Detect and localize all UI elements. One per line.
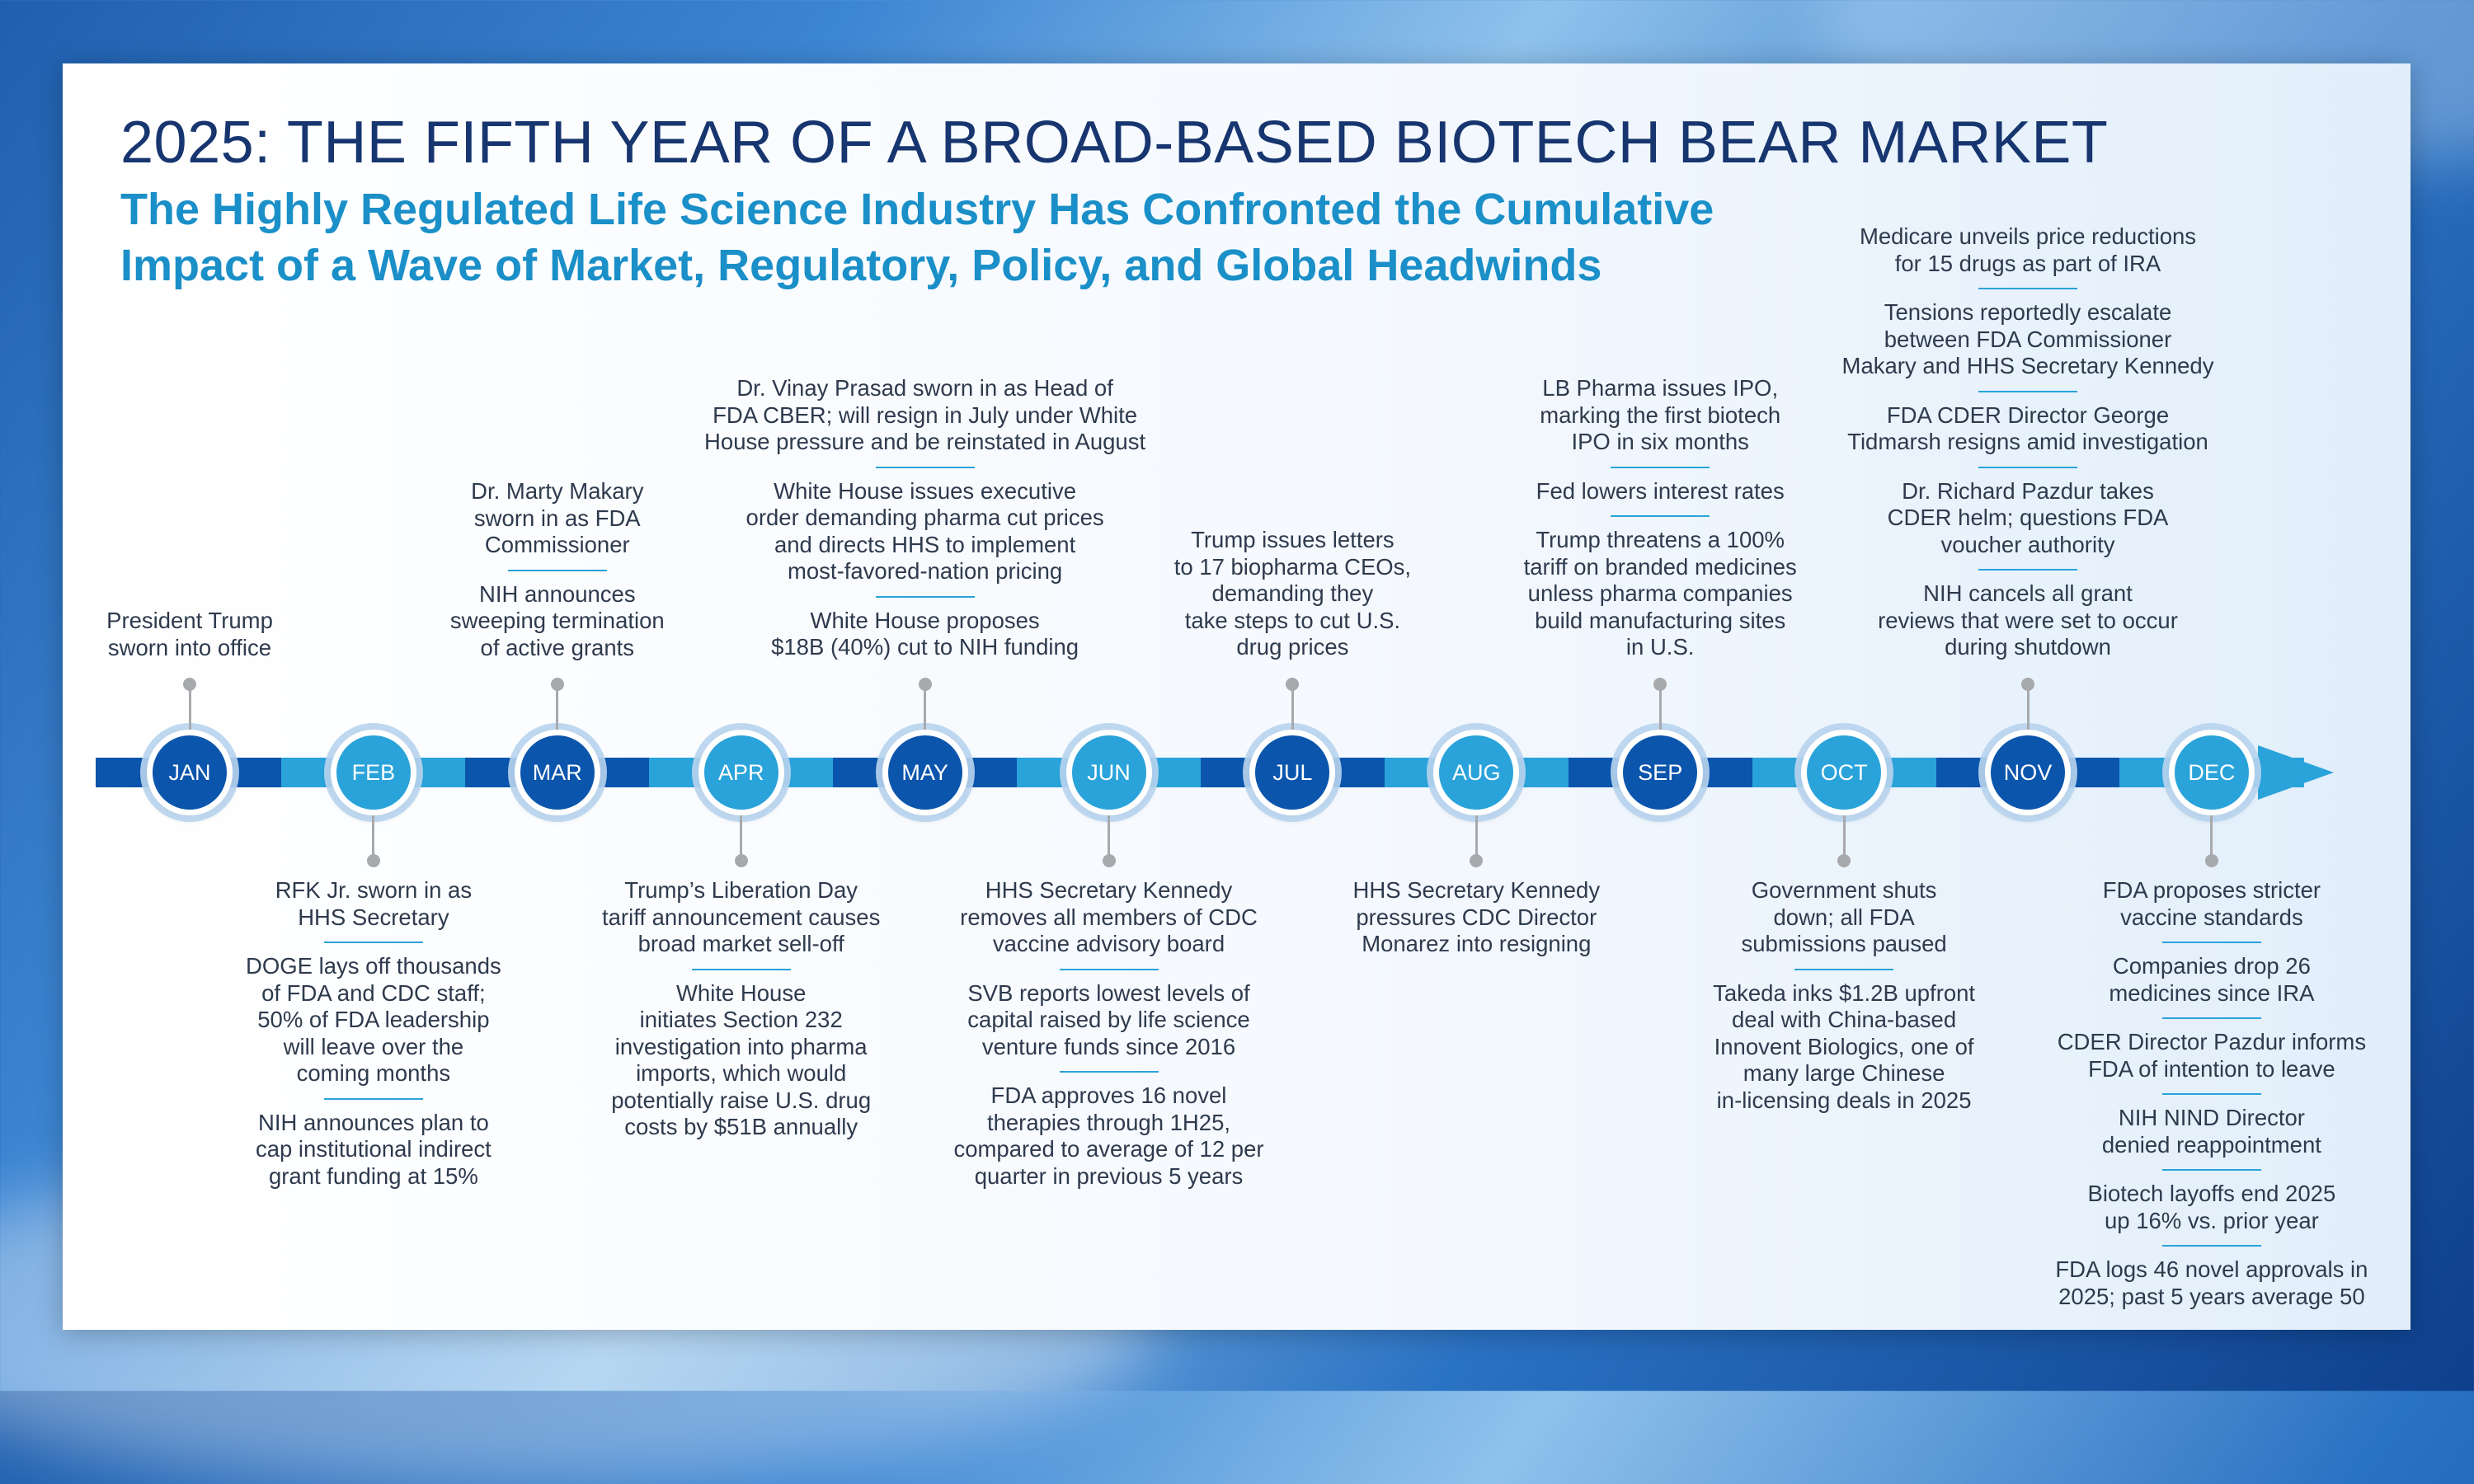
event-line: sworn into office xyxy=(107,634,272,660)
event-line: NIH announces plan to xyxy=(257,1109,489,1135)
event-text xyxy=(1878,580,2178,661)
event-separator xyxy=(2162,1017,2261,1019)
event-separator xyxy=(1611,467,1710,468)
event-text xyxy=(2103,877,2321,931)
event-separator xyxy=(1611,515,1710,517)
event-separator xyxy=(1978,467,2077,468)
event-separator xyxy=(1978,288,2077,289)
event-line: Dr. Vinay Prasad sworn in as Head of xyxy=(736,375,1113,401)
event-line: quarter in previous 5 years xyxy=(974,1162,1244,1189)
event-line: CDER helm; questions FDA xyxy=(1887,505,2169,530)
connector-dot xyxy=(2205,854,2218,867)
event-separator xyxy=(1060,1071,1159,1073)
connector-dot xyxy=(919,678,932,691)
event-line: denied reappointment xyxy=(2101,1131,2321,1158)
event-line: tariff on branded medicines xyxy=(1523,553,1797,580)
month-node-nov: NOV xyxy=(1985,730,2071,815)
event-line: venture funds since 2016 xyxy=(981,1033,1236,1059)
event-text xyxy=(1742,877,1947,958)
month-node-sep: SEP xyxy=(1617,730,1703,815)
event-text xyxy=(1353,877,1601,958)
event-line: coming months xyxy=(296,1060,451,1086)
event-line: 2025; past 5 years average 50 xyxy=(2058,1283,2365,1309)
event-text xyxy=(2055,1256,2368,1310)
subtitle-line: Impact of a Wave of Market, Regulatory, Policy, and Global Headwinds xyxy=(120,241,1602,290)
event-text xyxy=(1524,527,1797,661)
event-line: down; all FDA xyxy=(1773,904,1915,930)
event-line: Trump’s Liberation Day xyxy=(624,877,858,903)
timeline-axis xyxy=(96,758,2289,787)
event-line: Fed lowers interest rates xyxy=(1536,477,1785,504)
event-line: therapies through 1H25, xyxy=(986,1109,1231,1135)
event-line: Companies drop 26 xyxy=(2112,953,2311,979)
event-text xyxy=(275,877,472,931)
event-separator xyxy=(508,570,607,571)
event-line: demanding they xyxy=(1211,580,1374,606)
event-line: Monarez into resigning xyxy=(1362,931,1592,956)
event-separator xyxy=(1978,391,2077,392)
event-line: White House issues executive xyxy=(774,477,1077,504)
event-line: potentially raise U.S. drug xyxy=(611,1087,872,1113)
event-line: many large Chinese xyxy=(1743,1060,1945,1086)
event-line: DOGE lays off thousands xyxy=(245,953,501,979)
event-text xyxy=(953,1082,1263,1190)
event-line: take steps to cut U.S. xyxy=(1184,607,1401,633)
event-line: Dr. Richard Pazdur takes xyxy=(1902,477,2154,504)
month-node-apr: APR xyxy=(698,730,784,815)
event-separator xyxy=(876,467,975,468)
month-node-oct: OCT xyxy=(1801,730,1887,815)
event-line: SVB reports lowest levels of xyxy=(967,979,1250,1006)
event-text xyxy=(1888,478,2169,559)
subtitle-line: The Highly Regulated Life Science Industry Has Confronted the Cumulative xyxy=(120,185,1714,234)
event-text xyxy=(471,478,643,559)
event-text xyxy=(2088,1181,2336,1234)
event-line: Tensions reportedly escalate xyxy=(1884,299,2172,325)
event-line: Medicare unveils price reductions xyxy=(1859,223,2197,249)
event-text xyxy=(1842,299,2214,380)
event-line: between FDA Commissioner xyxy=(1884,326,2172,352)
event-line: and directs HHS to implement xyxy=(774,531,1076,557)
event-line: FDA logs 46 novel approvals in xyxy=(2055,1256,2368,1282)
event-line: most-favored-nation pricing xyxy=(787,558,1063,584)
event-text xyxy=(256,1110,492,1190)
event-line: Biotech layoffs end 2025 xyxy=(2087,1181,2336,1206)
event-line: deal with China-based xyxy=(1732,1007,1957,1032)
event-separator xyxy=(2162,1245,2261,1247)
event-separator xyxy=(2162,942,2261,943)
event-line: sworn in as FDA xyxy=(473,505,641,531)
event-line: in U.S. xyxy=(1625,634,1695,660)
connector-line xyxy=(189,684,191,730)
event-line: during shutdown xyxy=(1945,634,2111,660)
event-text xyxy=(1713,980,1975,1115)
event-separator xyxy=(324,942,423,943)
event-text xyxy=(1536,478,1785,505)
event-text xyxy=(611,980,871,1141)
event-line: President Trump xyxy=(106,608,273,633)
event-line: cap institutional indirect xyxy=(255,1136,492,1162)
connector-line xyxy=(1291,684,1294,730)
event-text xyxy=(967,980,1249,1061)
event-line: HHS Secretary Kennedy xyxy=(985,877,1233,903)
event-line: Takeda inks $1.2B upfront xyxy=(1713,979,1976,1006)
event-text xyxy=(2102,1105,2321,1158)
event-line: Commissioner xyxy=(484,532,630,557)
event-line: sweeping termination xyxy=(449,608,665,633)
event-line: NIH cancels all grant xyxy=(1923,580,2133,606)
event-separator xyxy=(1978,569,2077,571)
event-line: up 16% vs. prior year xyxy=(2104,1207,2319,1233)
page-title: 2025: THE FIFTH YEAR OF A BROAD-BASED BIOTECH BEAR MARKET xyxy=(120,110,2109,176)
event-text xyxy=(1540,375,1780,456)
event-line: HHS Secretary Kennedy xyxy=(1352,877,1601,903)
event-line: FDA approves 16 novel xyxy=(990,1082,1227,1108)
event-separator xyxy=(692,969,791,970)
event-line: pressures CDC Director xyxy=(1356,904,1597,930)
event-text xyxy=(2058,1029,2366,1082)
month-node-jun: JUN xyxy=(1066,730,1152,815)
event-separator xyxy=(2162,1093,2261,1095)
connector-line xyxy=(556,684,558,730)
event-line: CDER Director Pazdur informs xyxy=(2057,1029,2367,1054)
event-line: $18B (40%) cut to NIH funding xyxy=(771,634,1079,660)
connector-dot xyxy=(551,678,564,691)
month-node-aug: AUG xyxy=(1433,730,1519,815)
event-line: grant funding at 15% xyxy=(268,1162,478,1189)
month-node-jan: JAN xyxy=(147,730,233,815)
event-line: FDA proposes stricter xyxy=(2102,877,2321,903)
event-line: initiates Section 232 xyxy=(639,1007,843,1032)
event-line: compared to average of 12 per xyxy=(953,1136,1264,1162)
event-line: capital raised by life science xyxy=(967,1007,1250,1032)
connector-dot xyxy=(735,854,748,867)
event-separator xyxy=(1794,969,1893,970)
event-line: in-licensing deals in 2025 xyxy=(1716,1087,1972,1113)
event-line: order demanding pharma cut prices xyxy=(745,505,1104,530)
month-node-mar: MAR xyxy=(515,730,600,815)
connector-line xyxy=(924,684,926,730)
event-line: will leave over the xyxy=(283,1033,464,1059)
event-line: Trump threatens a 100% xyxy=(1536,527,1785,552)
event-text xyxy=(602,877,880,958)
connector-dot xyxy=(1103,854,1116,867)
event-text xyxy=(1847,402,2208,456)
event-line: HHS Secretary xyxy=(298,904,449,930)
event-line: costs by $51B annually xyxy=(624,1114,858,1139)
event-line: vaccine advisory board xyxy=(992,931,1225,956)
month-node-jul: JUL xyxy=(1249,730,1335,815)
event-text xyxy=(106,608,273,661)
event-separator xyxy=(324,1098,423,1100)
event-line: investigation into pharma xyxy=(614,1033,868,1059)
event-line: to 17 biopharma CEOs, xyxy=(1174,553,1412,580)
event-group-dec xyxy=(1948,877,2474,1310)
connector-dot xyxy=(183,678,196,691)
event-line: White House xyxy=(675,979,807,1006)
event-line: Tidmarsh resigns amid investigation xyxy=(1847,429,2208,454)
event-line: RFK Jr. sworn in as xyxy=(275,877,473,903)
event-line: medicines since IRA xyxy=(2109,979,2315,1006)
connector-line xyxy=(2027,684,2030,730)
event-line: broad market sell-off xyxy=(637,931,844,956)
event-group-nov xyxy=(1764,223,2292,661)
month-node-may: MAY xyxy=(882,730,968,815)
connector-dot xyxy=(2021,678,2034,691)
event-line: build manufacturing sites xyxy=(1535,607,1786,633)
event-line: of FDA and CDC staff; xyxy=(261,979,486,1006)
event-line: Trump issues letters xyxy=(1191,527,1395,552)
event-line: FDA of intention to leave xyxy=(2088,1055,2335,1082)
event-line: 50% of FDA leadership xyxy=(257,1007,490,1032)
event-line: voucher authority xyxy=(1940,531,2115,557)
event-text xyxy=(1860,223,2196,277)
event-text xyxy=(450,581,665,662)
event-text xyxy=(704,375,1145,456)
month-node-feb: FEB xyxy=(331,730,416,815)
event-separator xyxy=(2162,1169,2261,1171)
event-separator xyxy=(876,596,975,598)
event-line: Dr. Marty Makary xyxy=(471,478,644,504)
event-line: submissions paused xyxy=(1741,931,1947,956)
event-line: FDA CDER Director George xyxy=(1886,402,2170,428)
event-text xyxy=(246,953,501,1087)
connector-dot xyxy=(1837,854,1851,867)
event-line: reviews that were set to occur xyxy=(1878,607,2178,633)
event-line: NIH NIND Director xyxy=(2118,1105,2305,1130)
event-line: unless pharma companies xyxy=(1527,580,1793,606)
event-line: vaccine standards xyxy=(2120,904,2303,930)
event-line: marking the first biotech xyxy=(1540,402,1781,428)
event-line: of active grants xyxy=(480,634,635,660)
event-line: drug prices xyxy=(1236,634,1349,660)
event-line: for 15 drugs as part of IRA xyxy=(1894,250,2161,276)
event-separator xyxy=(1060,969,1159,970)
event-text xyxy=(1174,527,1411,661)
connector-line xyxy=(1659,684,1662,730)
event-line: removes all members of CDC xyxy=(960,904,1258,930)
event-line: Makary and HHS Secretary Kennedy xyxy=(1841,353,2214,378)
page-subtitle xyxy=(120,181,1770,294)
event-line: imports, which would xyxy=(636,1060,847,1086)
event-line: FDA CBER; will resign in July under White xyxy=(713,402,1138,428)
event-line: IPO in six months xyxy=(1571,429,1749,454)
event-line: Innovent Biologics, one of xyxy=(1714,1033,1974,1059)
event-line: White House proposes xyxy=(810,607,1040,633)
event-line: tariff announcement causes xyxy=(602,904,881,930)
event-line: House pressure and be reinstated in August xyxy=(704,429,1146,454)
month-node-dec: DEC xyxy=(2169,730,2255,815)
timeline-arrow-head xyxy=(2258,745,2334,800)
event-text xyxy=(2109,953,2314,1007)
event-line: LB Pharma issues IPO, xyxy=(1542,375,1779,401)
event-line: Government shuts xyxy=(1751,877,1937,903)
connector-dot xyxy=(367,854,380,867)
event-line: NIH announces xyxy=(479,580,636,607)
